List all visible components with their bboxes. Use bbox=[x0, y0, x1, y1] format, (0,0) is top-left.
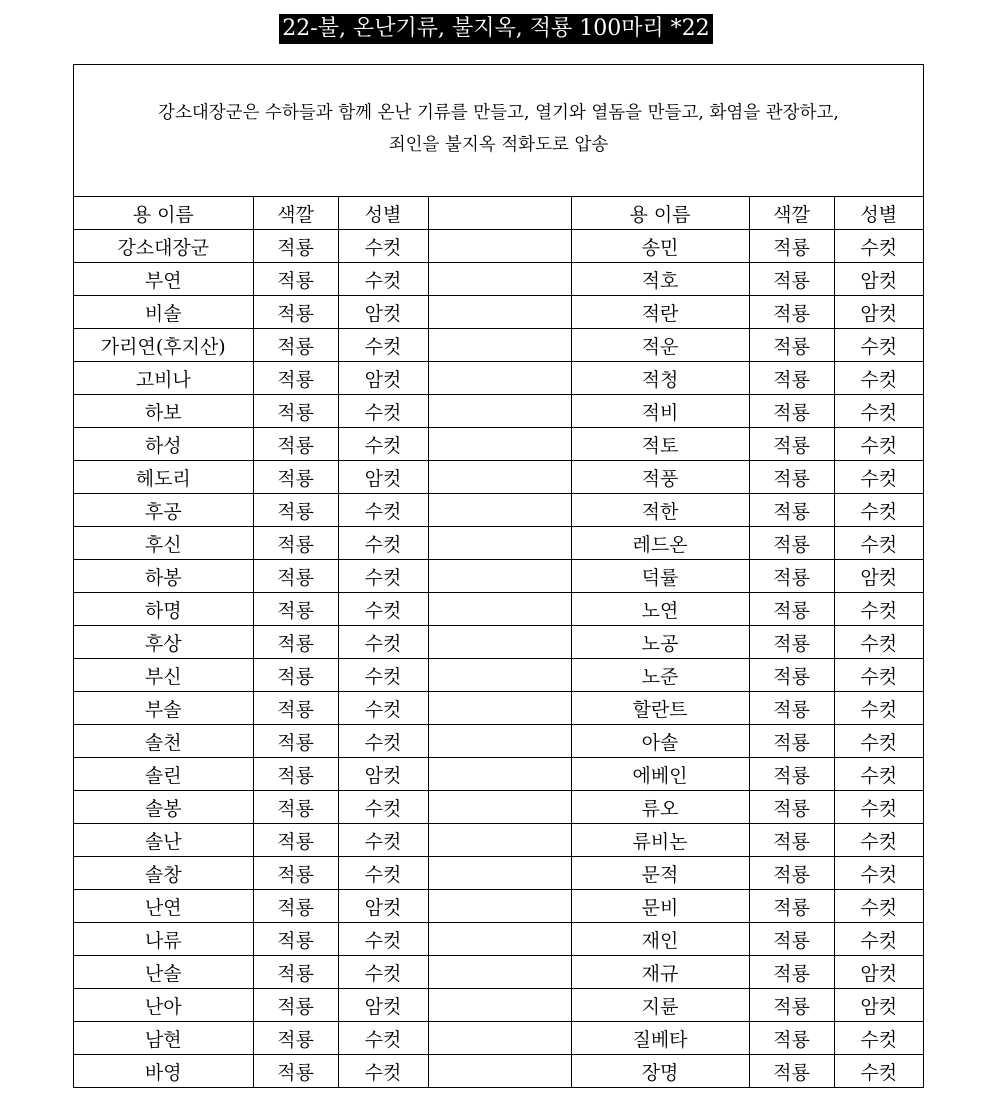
table-row bbox=[74, 263, 923, 296]
table-row bbox=[74, 659, 923, 692]
dragon-color: 적룡 bbox=[253, 560, 338, 593]
dragon-name: 덕률 bbox=[571, 560, 749, 593]
dragon-color: 적룡 bbox=[253, 527, 338, 560]
dragon-gender: 수컷 bbox=[834, 1055, 923, 1088]
dragon-color: 적룡 bbox=[253, 824, 338, 857]
dragon-name: 바영 bbox=[74, 1055, 253, 1088]
dragon-gender: 암컷 bbox=[834, 956, 923, 989]
dragon-color: 적룡 bbox=[253, 1055, 338, 1088]
dragon-name: 재규 bbox=[571, 956, 749, 989]
dragon-name: 문적 bbox=[571, 857, 749, 890]
dragon-name: 헤도리 bbox=[74, 461, 253, 494]
header-color: 색깔 bbox=[749, 197, 834, 230]
dragon-color: 적룡 bbox=[253, 725, 338, 758]
dragon-color: 적룡 bbox=[749, 758, 834, 791]
dragon-gender: 수컷 bbox=[338, 1055, 428, 1088]
dragon-color: 적룡 bbox=[749, 692, 834, 725]
dragon-name: 지륜 bbox=[571, 989, 749, 1022]
spacer-cell bbox=[428, 1022, 571, 1055]
dragon-color: 적룡 bbox=[749, 593, 834, 626]
dragon-color: 적룡 bbox=[749, 989, 834, 1022]
spacer-cell bbox=[428, 758, 571, 791]
dragon-color: 적룡 bbox=[749, 857, 834, 890]
spacer-cell bbox=[428, 593, 571, 626]
dragon-color: 적룡 bbox=[253, 461, 338, 494]
dragon-gender: 수컷 bbox=[338, 527, 428, 560]
spacer-cell bbox=[428, 791, 571, 824]
dragon-name: 후공 bbox=[74, 494, 253, 527]
header-color: 색깔 bbox=[253, 197, 338, 230]
dragon-color: 적룡 bbox=[253, 395, 338, 428]
dragon-gender: 수컷 bbox=[834, 362, 923, 395]
dragon-gender: 수컷 bbox=[338, 263, 428, 296]
table-row bbox=[74, 923, 923, 956]
table-row bbox=[74, 296, 923, 329]
table-row bbox=[74, 791, 923, 824]
dragon-color: 적룡 bbox=[253, 989, 338, 1022]
dragon-table bbox=[74, 197, 923, 1087]
dragon-color: 적룡 bbox=[749, 461, 834, 494]
dragon-color: 적룡 bbox=[749, 659, 834, 692]
dragon-name: 질베타 bbox=[571, 1022, 749, 1055]
dragon-name: 하보 bbox=[74, 395, 253, 428]
table-row bbox=[74, 494, 923, 527]
dragon-gender: 수컷 bbox=[834, 428, 923, 461]
dragon-gender: 수컷 bbox=[338, 230, 428, 263]
dragon-name: 강소대장군 bbox=[74, 230, 253, 263]
spacer-cell bbox=[428, 923, 571, 956]
dragon-color: 적룡 bbox=[253, 593, 338, 626]
dragon-color: 적룡 bbox=[253, 263, 338, 296]
dragon-name: 적운 bbox=[571, 329, 749, 362]
dragon-color: 적룡 bbox=[749, 923, 834, 956]
dragon-name: 에베인 bbox=[571, 758, 749, 791]
dragon-gender: 암컷 bbox=[834, 296, 923, 329]
dragon-color: 적룡 bbox=[253, 692, 338, 725]
dragon-gender: 수컷 bbox=[834, 395, 923, 428]
dragon-name: 하명 bbox=[74, 593, 253, 626]
table-row bbox=[74, 329, 923, 362]
spacer-cell bbox=[428, 989, 571, 1022]
dragon-gender: 수컷 bbox=[834, 230, 923, 263]
table-row bbox=[74, 560, 923, 593]
dragon-gender: 수컷 bbox=[338, 956, 428, 989]
dragon-name: 재인 bbox=[571, 923, 749, 956]
dragon-color: 적룡 bbox=[253, 857, 338, 890]
dragon-gender: 수컷 bbox=[338, 494, 428, 527]
dragon-name: 부신 bbox=[74, 659, 253, 692]
dragon-color: 적룡 bbox=[749, 362, 834, 395]
dragon-name: 비솔 bbox=[74, 296, 253, 329]
dragon-color: 적룡 bbox=[253, 230, 338, 263]
dragon-name: 솔봉 bbox=[74, 791, 253, 824]
dragon-color: 적룡 bbox=[749, 824, 834, 857]
spacer-cell bbox=[428, 428, 571, 461]
dragon-name: 할란트 bbox=[571, 692, 749, 725]
dragon-color: 적룡 bbox=[749, 956, 834, 989]
dragon-gender: 암컷 bbox=[338, 296, 428, 329]
dragon-gender: 수컷 bbox=[338, 626, 428, 659]
table-row bbox=[74, 461, 923, 494]
dragon-gender: 수컷 bbox=[338, 824, 428, 857]
spacer-cell bbox=[428, 494, 571, 527]
dragon-gender: 수컷 bbox=[834, 923, 923, 956]
dragon-gender: 수컷 bbox=[834, 890, 923, 923]
dragon-gender: 암컷 bbox=[338, 362, 428, 395]
dragon-color: 적룡 bbox=[749, 263, 834, 296]
table-row bbox=[74, 230, 923, 263]
dragon-color: 적룡 bbox=[749, 395, 834, 428]
dragon-color: 적룡 bbox=[253, 1022, 338, 1055]
spacer-cell bbox=[428, 857, 571, 890]
dragon-name: 적토 bbox=[571, 428, 749, 461]
dragon-gender: 수컷 bbox=[338, 791, 428, 824]
header-name: 용 이름 bbox=[74, 197, 253, 230]
table-row bbox=[74, 362, 923, 395]
dragon-gender: 수컷 bbox=[338, 428, 428, 461]
dragon-gender: 암컷 bbox=[338, 989, 428, 1022]
dragon-name: 솔난 bbox=[74, 824, 253, 857]
dragon-gender: 암컷 bbox=[338, 890, 428, 923]
spacer-cell bbox=[428, 1055, 571, 1088]
table-row bbox=[74, 758, 923, 791]
dragon-name: 솔린 bbox=[74, 758, 253, 791]
spacer-cell bbox=[428, 263, 571, 296]
dragon-gender: 수컷 bbox=[338, 593, 428, 626]
dragon-name: 레드온 bbox=[571, 527, 749, 560]
dragon-name: 난연 bbox=[74, 890, 253, 923]
dragon-color: 적룡 bbox=[749, 890, 834, 923]
page-title: 22-불, 온난기류, 불지옥, 적룡 100마리 *22 bbox=[279, 14, 712, 44]
dragon-color: 적룡 bbox=[749, 494, 834, 527]
dragon-name: 류오 bbox=[571, 791, 749, 824]
table-row bbox=[74, 527, 923, 560]
table-row bbox=[74, 593, 923, 626]
spacer-cell bbox=[428, 197, 571, 230]
dragon-color: 적룡 bbox=[749, 296, 834, 329]
spacer-cell bbox=[428, 527, 571, 560]
dragon-name: 송민 bbox=[571, 230, 749, 263]
dragon-name: 적란 bbox=[571, 296, 749, 329]
dragon-name: 노연 bbox=[571, 593, 749, 626]
spacer-cell bbox=[428, 659, 571, 692]
dragon-color: 적룡 bbox=[253, 428, 338, 461]
header-name: 용 이름 bbox=[571, 197, 749, 230]
dragon-name: 적청 bbox=[571, 362, 749, 395]
dragon-name: 하봉 bbox=[74, 560, 253, 593]
dragon-name: 아솔 bbox=[571, 725, 749, 758]
table-row bbox=[74, 1022, 923, 1055]
spacer-cell bbox=[428, 890, 571, 923]
dragon-gender: 암컷 bbox=[834, 263, 923, 296]
description-line: 죄인을 불지옥 적화도로 압송 bbox=[388, 134, 609, 155]
dragon-color: 적룡 bbox=[253, 362, 338, 395]
dragon-name: 난아 bbox=[74, 989, 253, 1022]
header-gender: 성별 bbox=[338, 197, 428, 230]
dragon-name: 후신 bbox=[74, 527, 253, 560]
spacer-cell bbox=[428, 230, 571, 263]
dragon-gender: 수컷 bbox=[834, 791, 923, 824]
dragon-name: 노준 bbox=[571, 659, 749, 692]
dragon-gender: 수컷 bbox=[834, 1022, 923, 1055]
title-wrap bbox=[0, 14, 992, 44]
dragon-gender: 수컷 bbox=[834, 725, 923, 758]
dragon-name: 고비나 bbox=[74, 362, 253, 395]
dragon-color: 적룡 bbox=[253, 659, 338, 692]
dragon-gender: 암컷 bbox=[834, 560, 923, 593]
spacer-cell bbox=[428, 395, 571, 428]
table-row bbox=[74, 626, 923, 659]
spacer-cell bbox=[428, 626, 571, 659]
table-row bbox=[74, 428, 923, 461]
dragon-name: 적한 bbox=[571, 494, 749, 527]
spacer-cell bbox=[428, 956, 571, 989]
dragon-name: 적호 bbox=[571, 263, 749, 296]
table-row bbox=[74, 956, 923, 989]
dragon-color: 적룡 bbox=[749, 428, 834, 461]
spacer-cell bbox=[428, 824, 571, 857]
dragon-gender: 수컷 bbox=[338, 659, 428, 692]
table-row bbox=[74, 857, 923, 890]
dragon-name: 문비 bbox=[571, 890, 749, 923]
dragon-color: 적룡 bbox=[749, 527, 834, 560]
dragon-gender: 수컷 bbox=[834, 692, 923, 725]
dragon-color: 적룡 bbox=[253, 791, 338, 824]
dragon-gender: 수컷 bbox=[834, 494, 923, 527]
dragon-gender: 수컷 bbox=[834, 857, 923, 890]
dragon-color: 적룡 bbox=[253, 296, 338, 329]
dragon-gender: 암컷 bbox=[338, 758, 428, 791]
dragon-name: 부연 bbox=[74, 263, 253, 296]
dragon-color: 적룡 bbox=[749, 329, 834, 362]
dragon-color: 적룡 bbox=[253, 890, 338, 923]
dragon-name: 장명 bbox=[571, 1055, 749, 1088]
dragon-gender: 수컷 bbox=[338, 725, 428, 758]
dragon-name: 가리연(후지산) bbox=[74, 329, 253, 362]
dragon-gender: 수컷 bbox=[338, 923, 428, 956]
dragon-table-body bbox=[74, 197, 923, 1087]
dragon-gender: 수컷 bbox=[834, 659, 923, 692]
description-block bbox=[74, 65, 923, 197]
dragon-name: 후상 bbox=[74, 626, 253, 659]
dragon-color: 적룡 bbox=[749, 1022, 834, 1055]
document-frame bbox=[73, 64, 924, 1088]
dragon-name: 적풍 bbox=[571, 461, 749, 494]
spacer-cell bbox=[428, 461, 571, 494]
dragon-color: 적룡 bbox=[253, 923, 338, 956]
spacer-cell bbox=[428, 725, 571, 758]
dragon-color: 적룡 bbox=[749, 230, 834, 263]
dragon-name: 솔창 bbox=[74, 857, 253, 890]
table-row bbox=[74, 692, 923, 725]
dragon-name: 난솔 bbox=[74, 956, 253, 989]
dragon-gender: 수컷 bbox=[338, 1022, 428, 1055]
dragon-gender: 수컷 bbox=[834, 461, 923, 494]
table-row bbox=[74, 989, 923, 1022]
dragon-gender: 수컷 bbox=[338, 857, 428, 890]
spacer-cell bbox=[428, 362, 571, 395]
dragon-color: 적룡 bbox=[253, 494, 338, 527]
dragon-name: 류비논 bbox=[571, 824, 749, 857]
dragon-gender: 수컷 bbox=[834, 527, 923, 560]
dragon-name: 노공 bbox=[571, 626, 749, 659]
table-row bbox=[74, 890, 923, 923]
spacer-cell bbox=[428, 329, 571, 362]
dragon-color: 적룡 bbox=[253, 626, 338, 659]
dragon-name: 나류 bbox=[74, 923, 253, 956]
dragon-color: 적룡 bbox=[253, 956, 338, 989]
dragon-color: 적룡 bbox=[253, 329, 338, 362]
description-line: 강소대장군은 수하들과 함께 온난 기류를 만들고, 열기와 열돔을 만들고, 화염을 관장하고, bbox=[158, 102, 839, 123]
table-row bbox=[74, 1055, 923, 1088]
spacer-cell bbox=[428, 560, 571, 593]
dragon-gender: 암컷 bbox=[834, 989, 923, 1022]
dragon-gender: 암컷 bbox=[338, 461, 428, 494]
header-gender: 성별 bbox=[834, 197, 923, 230]
dragon-color: 적룡 bbox=[749, 560, 834, 593]
table-row bbox=[74, 395, 923, 428]
dragon-color: 적룡 bbox=[749, 1055, 834, 1088]
dragon-gender: 수컷 bbox=[338, 560, 428, 593]
dragon-gender: 수컷 bbox=[834, 824, 923, 857]
dragon-gender: 수컷 bbox=[834, 593, 923, 626]
dragon-gender: 수컷 bbox=[338, 692, 428, 725]
dragon-color: 적룡 bbox=[749, 791, 834, 824]
dragon-name: 적비 bbox=[571, 395, 749, 428]
table-header-row bbox=[74, 197, 923, 230]
dragon-gender: 수컷 bbox=[338, 395, 428, 428]
spacer-cell bbox=[428, 296, 571, 329]
dragon-name: 하성 bbox=[74, 428, 253, 461]
dragon-name: 부솔 bbox=[74, 692, 253, 725]
dragon-gender: 수컷 bbox=[338, 329, 428, 362]
dragon-gender: 수컷 bbox=[834, 626, 923, 659]
dragon-color: 적룡 bbox=[749, 725, 834, 758]
dragon-color: 적룡 bbox=[749, 626, 834, 659]
dragon-name: 남현 bbox=[74, 1022, 253, 1055]
dragon-gender: 수컷 bbox=[834, 758, 923, 791]
table-row bbox=[74, 725, 923, 758]
spacer-cell bbox=[428, 692, 571, 725]
table-row bbox=[74, 824, 923, 857]
dragon-name: 솔천 bbox=[74, 725, 253, 758]
dragon-color: 적룡 bbox=[253, 758, 338, 791]
dragon-gender: 수컷 bbox=[834, 329, 923, 362]
